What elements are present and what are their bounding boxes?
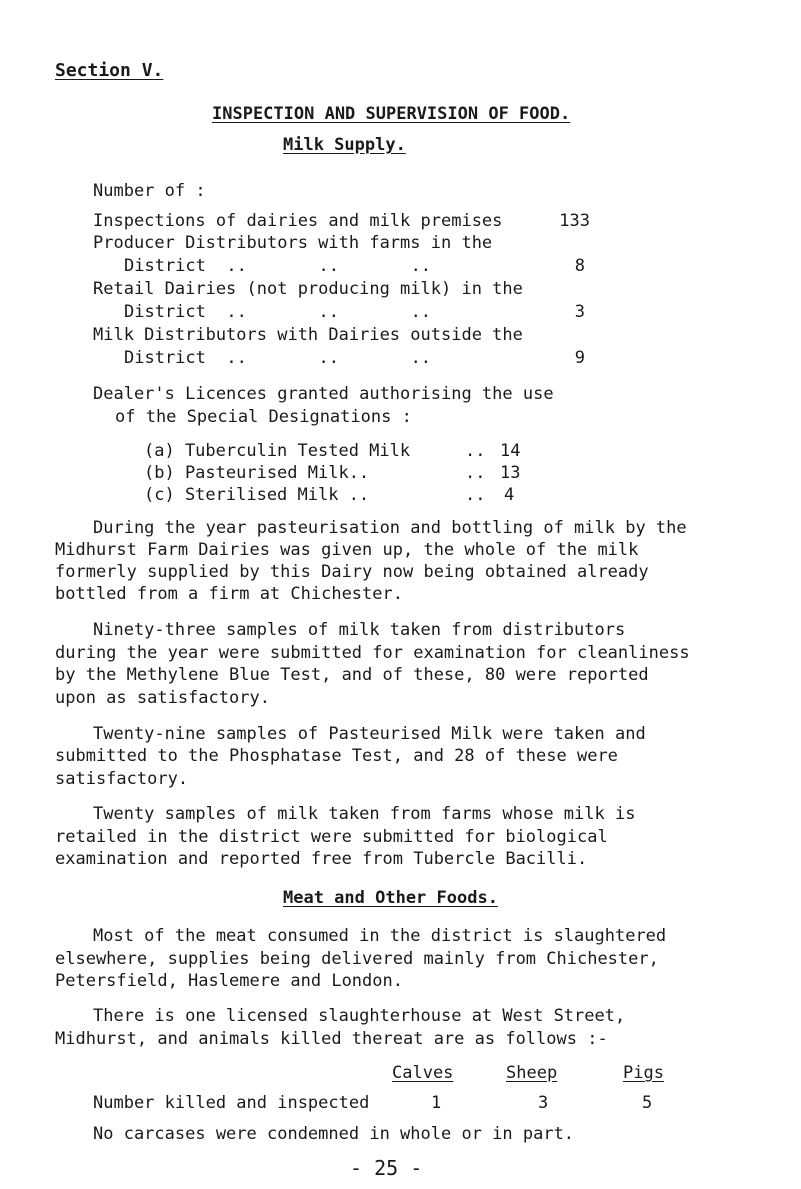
inspection-label: Inspections of dairies and milk premises [93,211,503,231]
paragraph-line: formerly supplied by this Dairy now being obtained already [55,562,649,582]
inspection-label: District .. .. .. [124,256,432,276]
column-header-calves: Calves [392,1063,454,1083]
paragraph-line: elsewhere, supplies being delivered mainly from Chichester, [55,949,659,969]
licence-value: 4 [504,485,515,505]
paragraph-line: Twenty samples of milk taken from farms whose milk is [93,804,636,824]
calves-value: 1 [431,1093,442,1113]
paragraph-line: examination and reported free from Tubercle Bacilli. [55,849,588,869]
licences-intro: of the Special Designations : [115,407,412,427]
licence-dots: .. [465,485,486,505]
inspection-value: 8 [574,256,585,276]
paragraph-line: During the year pasteurisation and bottling of milk by the [93,518,687,538]
paragraph-line: Midhurst Farm Dairies was given up, the whole of the milk [55,540,639,560]
inspection-value: 133 [559,211,590,231]
number-of-label: Number of : [93,181,206,201]
meat-heading: Meat and Other Foods. [283,888,498,908]
inspection-label: Retail Dairies (not producing milk) in the [93,279,523,299]
paragraph-line: There is one licensed slaughterhouse at West Street, [93,1006,626,1026]
licence-dots: .. [465,463,486,483]
pigs-value: 5 [642,1093,653,1113]
licence-label: (a) Tuberculin Tested Milk [144,441,411,461]
paragraph-line: Twenty-nine samples of Pasteurised Milk were taken and [93,724,646,744]
section-label: Section V. [55,60,164,81]
inspection-label: District .. .. .. [124,348,432,368]
carcases-note: No carcases were condemned in whole or in part. [93,1124,575,1144]
paragraph-line: Midhurst, and animals killed thereat are as follows :- [55,1029,608,1049]
inspection-label: Producer Distributors with farms in the [93,233,493,253]
paragraph-line: by the Methylene Blue Test, and of these, 80 were reported [55,665,649,685]
paragraph-line: upon as satisfactory. [55,688,270,708]
column-header-sheep: Sheep [506,1063,558,1083]
row-label: Number killed and inspected [93,1093,370,1113]
page-number: - 25 - [350,1156,423,1180]
inspection-label: District .. .. .. [124,302,432,322]
page-title: INSPECTION AND SUPERVISION OF FOOD. [212,104,571,124]
paragraph-line: Ninety-three samples of milk taken from distributors [93,620,626,640]
licence-dots: .. [465,441,486,461]
paragraph-line: Most of the meat consumed in the district is slaughtered [93,926,667,946]
licence-label: (c) Sterilised Milk .. [144,485,370,505]
licence-value: 13 [500,463,521,483]
paragraph-line: submitted to the Phosphatase Test, and 28 of these were [55,746,618,766]
licence-label: (b) Pasteurised Milk.. [144,463,370,483]
paragraph-line: retailed in the district were submitted for biological [55,827,608,847]
paragraph-line: during the year were submitted for examination for cleanliness [55,643,690,663]
sheep-value: 3 [538,1093,549,1113]
inspection-value: 9 [574,348,585,368]
inspection-value: 3 [574,302,585,322]
column-header-pigs: Pigs [623,1063,664,1083]
licences-intro: Dealer's Licences granted authorising the use [93,384,554,404]
inspection-label: Milk Distributors with Dairies outside the [93,325,523,345]
paragraph-line: Petersfield, Haslemere and London. [55,971,403,991]
milk-supply-heading: Milk Supply. [283,135,406,155]
paragraph-line: satisfactory. [55,769,189,789]
licence-value: 14 [500,441,521,461]
paragraph-line: bottled from a firm at Chichester. [55,584,403,604]
